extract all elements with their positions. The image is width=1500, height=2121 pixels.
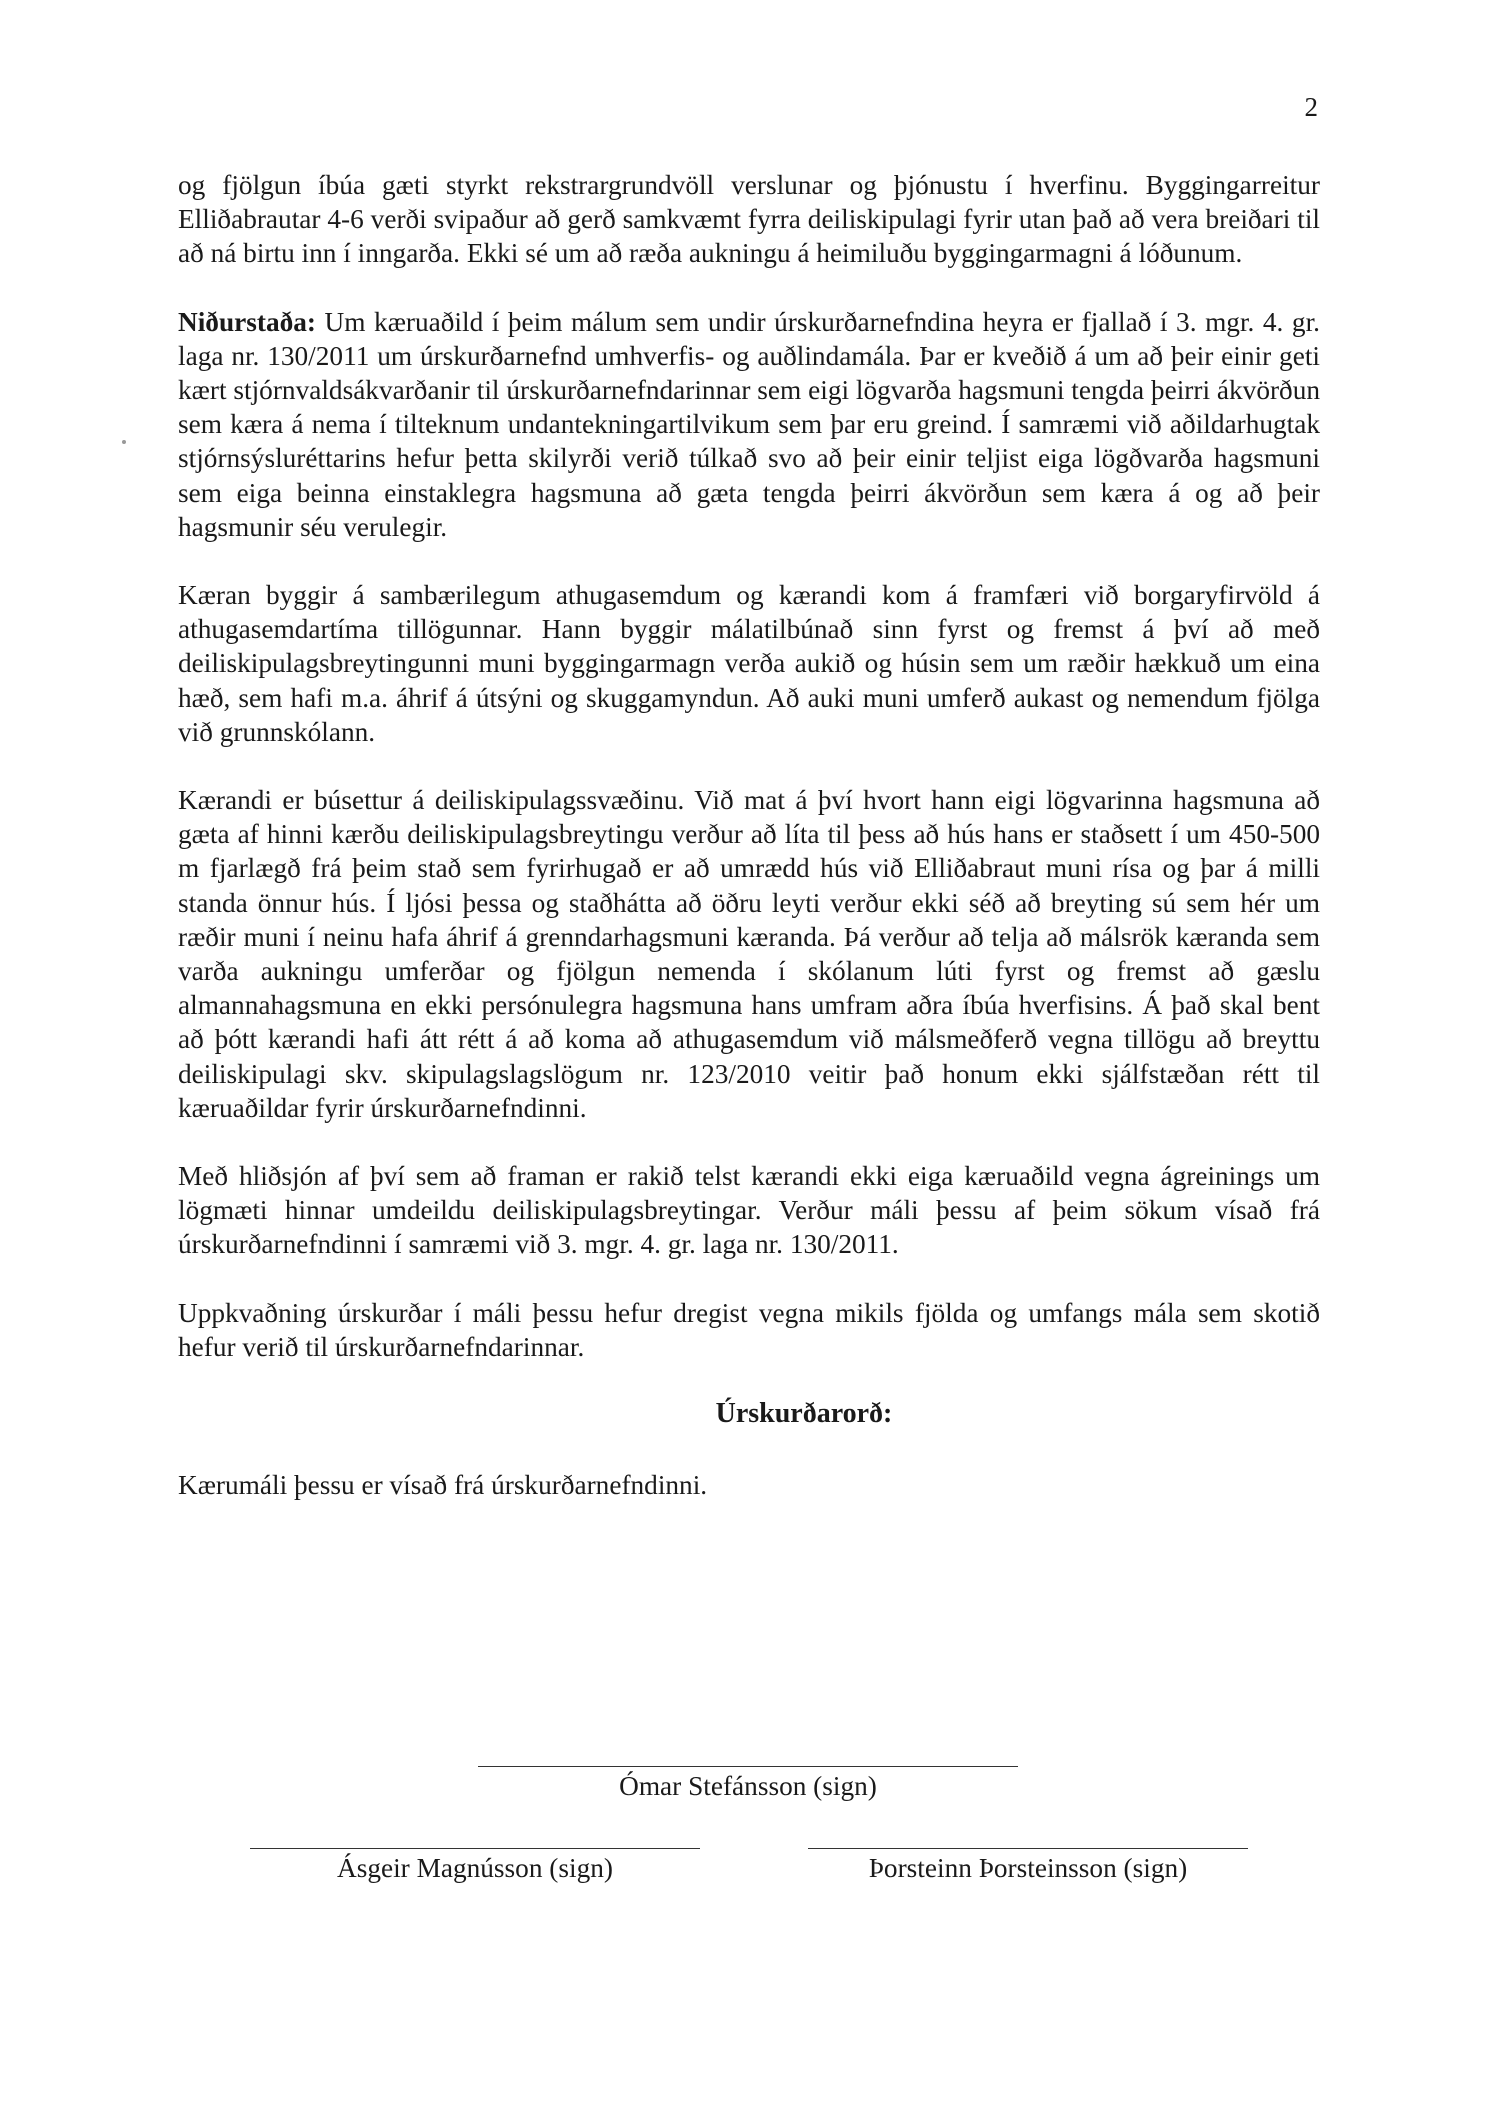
conclusion-lead: Niðurstaða:: [178, 306, 316, 337]
signature-top: [478, 1766, 1018, 1802]
signature-name: Ásgeir Magnússon (sign): [337, 1853, 613, 1883]
signature-left: [250, 1848, 700, 1884]
paragraph-5: [178, 1159, 1320, 1262]
signature-name: Þorsteinn Þorsteinsson (sign): [868, 1853, 1188, 1883]
signature-line: [478, 1766, 1018, 1767]
document-body: [178, 168, 1320, 1536]
paragraph-text: Með hliðsjón af því sem að framan er rakið telst kærandi ekki eiga kæruaðild vegna ágreinings um lögmæti hinnar umdeildu deiliskipulagsbreytingar. Verður máli þessu af þeim sökum vísað frá úrskurðarnefndinni í samræmi við 3. mgr. 4. gr. laga nr. 130/2011.: [178, 1161, 1320, 1260]
signature-line: [808, 1848, 1248, 1849]
paragraph-3: [178, 578, 1320, 749]
page-number: 2: [1304, 92, 1318, 122]
paragraph-text: Um kæruaðild í þeim málum sem undir úrskurðarnefndina heyra er fjallað í 3. mgr. 4. gr. laga nr. 130/2011 um úrskurðarnefnd umhverfis- og auðlindamála. Þar er kveðið á um að þeir einir geti kært stjórnvaldsákvarðanir til úrskurðarnefndarinnar sem eigi lögvarða hagsmuni tengda þeirri ákvörðun sem kæra á nema í tilteknum undantekningartilvikum sem þar eru greind. Í samræmi við aðildarhugtak stjórnsýsluréttarins hefur þetta skilyrði verið túlkað svo að þeir einir teljist eiga lögðvarða hagsmuni sem eiga beinna einstaklegra hagsmuna að gæta tengda þeirri ákvörðun sem kæra á og að þeir hagsmunir séu verulegir.: [178, 306, 1320, 542]
paragraph-6: [178, 1296, 1320, 1364]
paragraph-4: [178, 783, 1320, 1125]
signature-name: Ómar Stefánsson (sign): [619, 1771, 877, 1801]
margin-mark: [122, 440, 126, 444]
paragraph-text: Kæran byggir á sambærilegum athugasemdum og kærandi kom á framfæri við borgaryfirvöld á athugasemdartíma tillögunnar. Hann byggir málatilbúnað sinn fyrst og fremst á því að með deiliskipulagsbreytingunni muni byggingarmagn verða aukið og húsin sem um ræðir hækkuð um eina hæð, sem hafi m.a. áhrif á útsýni og skuggamyndun. Að auki muni umferð aukast og nemendum fjölga við grunnskólann.: [178, 580, 1320, 747]
signature-right: [808, 1848, 1248, 1884]
paragraph-text: Kærandi er búsettur á deiliskipulagssvæðinu. Við mat á því hvort hann eigi lögvarinna hagsmuna að gæta af hinni kærðu deiliskipulagsbreytingu verður að líta til þess að hús hans er staðsett í um 450-500 m fjarlægð frá þeim stað sem fyrirhugað er að umrædd hús við Elliðabraut muni rísa og þar á milli standa önnur hús. Í ljósi þessa og staðhátta að öðru leyti verður ekki séð að breyting sú sem hér um ræðir muni í neinu hafa áhrif á grenndarhagsmuni kæranda. Þá verður að telja að málsrök kæranda sem varða aukningu umferðar og fjölgun nemenda í skólanum lúti fyrst og fremst að gæslu almannahagsmuna en ekki persónulegra hagsmuna hans umfram aðra íbúa hverfisins. Á það skal bent að þótt kærandi hafi átt rétt á að koma að athugasemdum við málsmeðferð vegna tillögu að breyttu deiliskipulagi skv. skipulagslagslögum nr. 123/2010 veitir það honum ekki sjálfstæðan rétt til kæruaðildar fyrir úrskurðarnefndinni.: [178, 785, 1320, 1123]
ruling-text: Kærumáli þessu er vísað frá úrskurðarnefndinni.: [178, 1470, 708, 1501]
signature-line: [250, 1848, 700, 1849]
paragraph-conclusion: [178, 305, 1320, 544]
paragraph-text: og fjölgun íbúa gæti styrkt rekstrargrundvöll verslunar og þjónustu í hverfinu. Byggingarreitur Elliðabrautar 4-6 verði svipaður að gerð samkvæmt fyrra deiliskipulagi fyrir utan það að vera breiðari til að ná birtu inn í inngarða. Ekki sé um að ræða aukningu á heimiluðu byggingarmagni á lóðunum.: [178, 170, 1320, 269]
paragraph-1: [178, 168, 1320, 271]
ruling-heading: Úrskurðarorð:: [715, 1398, 893, 1430]
paragraph-text: Uppkvaðning úrskurðar í máli þessu hefur dregist vegna mikils fjölda og umfangs mála sem skotið hefur verið til úrskurðarnefndarinnar.: [178, 1297, 1320, 1362]
